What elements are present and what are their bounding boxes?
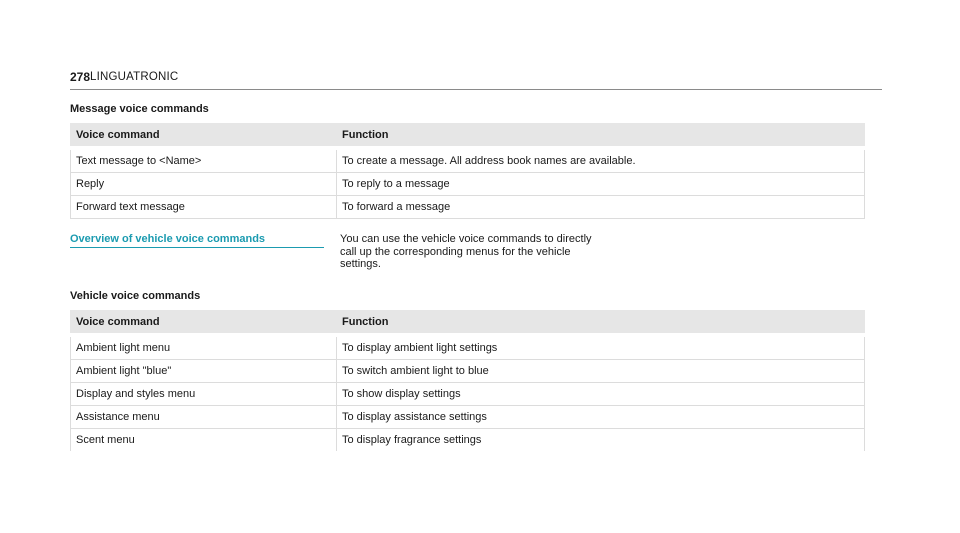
table-row <box>71 173 865 196</box>
function-cell: To display ambient light settings <box>337 337 865 360</box>
overview-vehicle-voice-commands-link[interactable]: Overview of vehicle voice commands <box>70 233 324 248</box>
column-header-voice-command: Voice command <box>71 310 337 333</box>
page-number: 278 <box>70 70 91 84</box>
voice-command-cell: Assistance menu <box>71 406 337 429</box>
table-row <box>71 406 865 429</box>
table-row <box>71 429 865 452</box>
table-header-row <box>71 310 865 333</box>
table-row <box>71 337 865 360</box>
voice-command-cell: Forward text message <box>71 196 337 219</box>
column-header-function: Function <box>337 310 865 333</box>
voice-command-cell: Display and styles menu <box>71 383 337 406</box>
vehicle-commands-table <box>70 310 865 451</box>
table-row <box>71 196 865 219</box>
table-row <box>71 383 865 406</box>
chapter-title: LINGUATRONIC <box>90 71 179 83</box>
voice-command-cell: Scent menu <box>71 429 337 452</box>
message-commands-heading: Message voice commands <box>70 103 209 115</box>
page-header <box>70 68 882 90</box>
column-header-voice-command: Voice command <box>71 123 337 146</box>
function-cell: To forward a message <box>337 196 865 219</box>
voice-command-cell: Text message to <Name> <box>71 150 337 173</box>
function-cell: To reply to a message <box>337 173 865 196</box>
vehicle-commands-heading: Vehicle voice commands <box>70 290 201 302</box>
function-cell: To display assistance settings <box>337 406 865 429</box>
column-header-function: Function <box>337 123 865 146</box>
overview-description: You can use the vehicle voice commands to directly call up the corresponding menus for the vehicle settings. <box>340 233 592 270</box>
table-row <box>71 150 865 173</box>
message-commands-table <box>70 123 865 219</box>
voice-command-cell: Ambient light menu <box>71 337 337 360</box>
table-header-row <box>71 123 865 146</box>
function-cell: To switch ambient light to blue <box>337 360 865 383</box>
function-cell: To create a message. All address book names are available. <box>337 150 865 173</box>
function-cell: To display fragrance settings <box>337 429 865 452</box>
function-cell: To show display settings <box>337 383 865 406</box>
voice-command-cell: Ambient light "blue" <box>71 360 337 383</box>
table-row <box>71 360 865 383</box>
voice-command-cell: Reply <box>71 173 337 196</box>
